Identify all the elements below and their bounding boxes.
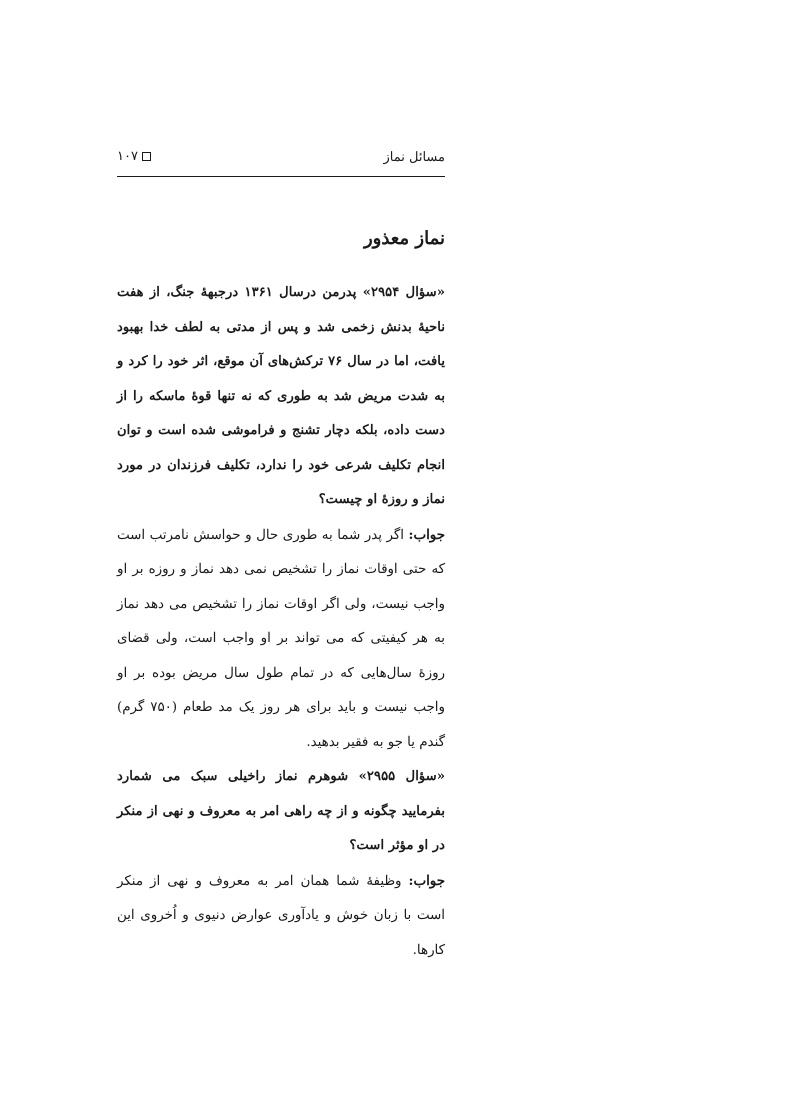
page-number: ۱۰۷: [117, 149, 138, 164]
header-divider: [117, 176, 445, 177]
section-title: نماز معذور: [363, 228, 445, 249]
page-number-group: [117, 149, 151, 164]
square-icon: [142, 152, 151, 161]
answer-text: وظیفهٔ شما همان امر به معروف و نهی از منکر است با زبان خوش و یادآوری عوارض دنیوی و اُخروی این کارها.: [117, 873, 445, 958]
answer-2955: [117, 864, 445, 969]
answer-label: جواب:: [408, 872, 445, 889]
question-2955: «سؤال ۲۹۵۵» شوهرم نماز راخیلی سبک می شمارد بفرمایید چگونه و از چه راهی امر به معروف و نهی از منکر در او مؤثر است؟: [117, 769, 445, 853]
answer-2954: [117, 518, 445, 761]
answer-label: جواب:: [408, 526, 445, 543]
answer-text: اگر پدر شما به طوری حال و حواسش نامرتب است که حتی اوقات نماز را تشخیص نمی دهد نماز و روزه بر او واجب نیست، ولی اگر اوقات نماز را تشخیص می دهد نماز به هر کیفیتی که می تواند بر او واجب است، ولی قضای روزهٔ سال‌هایی که در تمام طول سال مریض بوده بر او واجب نیست و باید برای هر روز یک مد طعام (۷۵۰ گرم) گندم یا جو به فقیر بدهید.: [117, 527, 445, 750]
page-content: [117, 224, 445, 968]
book-title: مسائل نماز: [383, 150, 445, 165]
question-2954: «سؤال ۲۹۵۴» پدرمن درسال ۱۳۶۱ درجبههٔ جنگ، از هفت ناحیهٔ بدنش زخمی شد و پس از مدتی به لطف خدا بهبود یافت، اما در سال ۷۶ ترکش‌های آن موقع، اثر خود را کرد و به شدت مریض شد به طوری که نه تنها قوهٔ ماسکه را از دست داده، بلکه دچار تشنج و فراموشی شده است و توان انجام تکلیف شرعی خود را ندارد، تکلیف فرزندان در مورد نماز و روزهٔ او چیست؟: [117, 285, 445, 507]
running-head: [117, 144, 445, 174]
